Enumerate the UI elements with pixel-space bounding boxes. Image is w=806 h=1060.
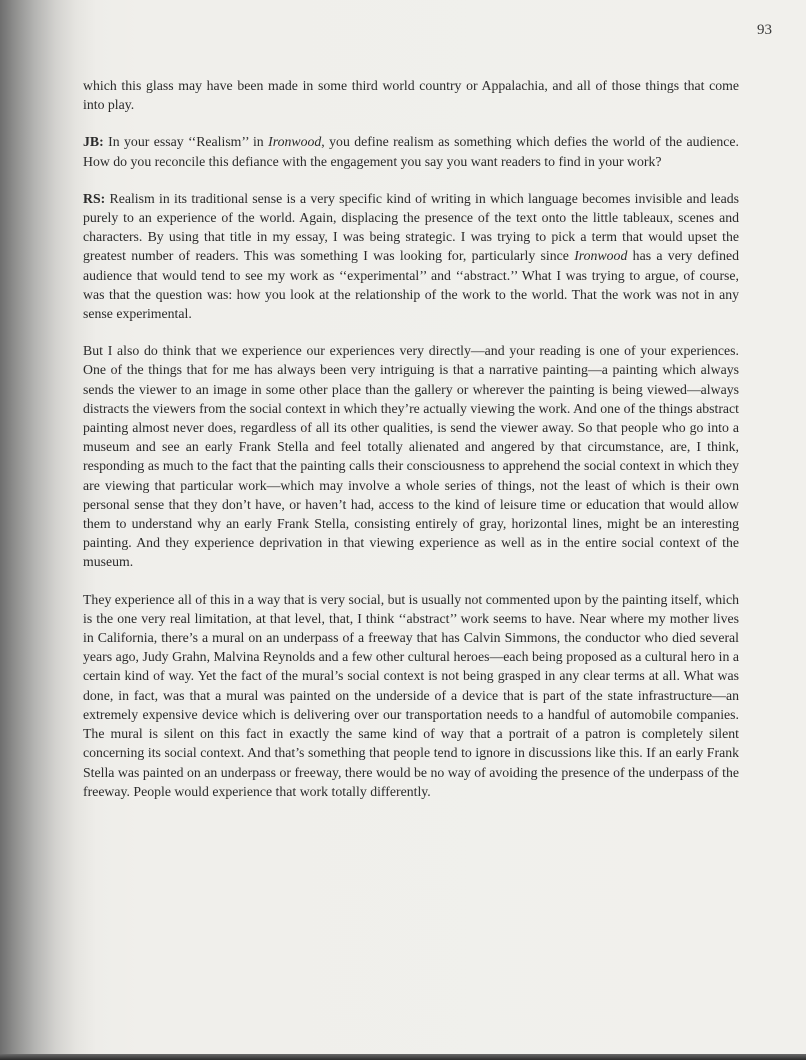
speaker-label: RS: <box>83 190 106 206</box>
article-body <box>83 76 739 819</box>
speaker-label: JB: <box>83 134 104 150</box>
text-segment: Realism in its traditional sense is a very specific kind of writing in which language becomes invisible and leads purely to an experience of the world. Again, displacing the presence of the text onto the little tableaux, scenes and characters. By using that title in my essay, I was being strategic. I was trying to pick a term that would upset the greatest number of readers. This was something I was looking for, particularly since <box>83 190 739 264</box>
text-segment: has a very defined audience that would tend to see my work as ‘‘experimental’’ and ‘‘abstract.’’ What I was trying to argue, of course, was that the question was: how you look at the relationship of the work to the world. That the work was not in any sense experimental. <box>83 248 739 322</box>
italic-title: Ironwood <box>268 134 322 150</box>
italic-title: Ironwood <box>574 248 628 264</box>
text-segment: In your essay ‘‘Realism’’ in <box>103 134 269 150</box>
paragraph <box>83 189 739 323</box>
paragraph <box>83 590 739 801</box>
page-number: 93 <box>757 22 772 38</box>
paragraph <box>83 76 739 114</box>
page-bottom-edge <box>0 1054 806 1060</box>
text-segment: But I also do think that we experience our experiences very directly—and your reading is one of your experiences. One of the things that for me has always been very intriguing is that a narrative painting—a painting which always sends the viewer to an image in some other place than the gallery or wherever the painting is being viewed—always distracts the viewers from the social context in which they’re actually viewing the work. And one of the things abstract painting almost never does, regardless of all its other qualities, is send the viewer away. So that people who go into a museum and see an early Frank Stella and feel totally alienated and angered by that circumstance, are, I think, responding as much to the fact that the painting calls their consciousness to apprehend the social context in which they are viewing that particular work—which may involve a whole series of things, not the least of which is their own personal sense that they don’t have, or haven’t had, access to the kind of leisure time or education that would allow them to understand why an early Frank Stella, consisting entirely of gray, horizontal lines, might be an interesting painting. And they experience deprivation in that viewing experience as well as in the entire social context of the museum. <box>83 343 739 570</box>
text-segment: , you define realism as something which defies the world of the audience. How do you reconcile this defiance with the engagement you say you want readers to find in your work? <box>83 134 739 169</box>
text-segment: which this glass may have been made in some third world country or Appalachia, and all of those things that come into play. <box>83 78 739 113</box>
paragraph <box>83 132 739 170</box>
paragraph <box>83 341 739 571</box>
text-segment: They experience all of this in a way that is very social, but is usually not commented upon by the painting itself, which is the one very real limitation, at that level, that, I think ‘‘abstract’’ work seems to have. Near where my mother lives in California, there’s a mural on an underpass of a freeway that has Calvin Simmons, the conductor who died several years ago, Judy Grahn, Malvina Reynolds and a few other cultural heroes—each being proposed as a cultural hero in a certain kind of way. Yet the fact of the mural’s social context is not being grasped in any clear terms at all. What was done, in fact, was that a mural was painted on the underside of a device that is part of the state infrastructure—an extremely expensive device which is delivering over our transportation needs to a handful of automobile companies. The mural is silent on this fact in exactly the same kind of way that a portrait of a patron is completely silent concerning its social context. And that’s something that people tend to ignore in discussions like this. If an early Frank Stella was painted on an underpass or freeway, there would be no way of avoiding the presence of the underpass of the freeway. People would experience that work totally differently. <box>83 591 739 799</box>
